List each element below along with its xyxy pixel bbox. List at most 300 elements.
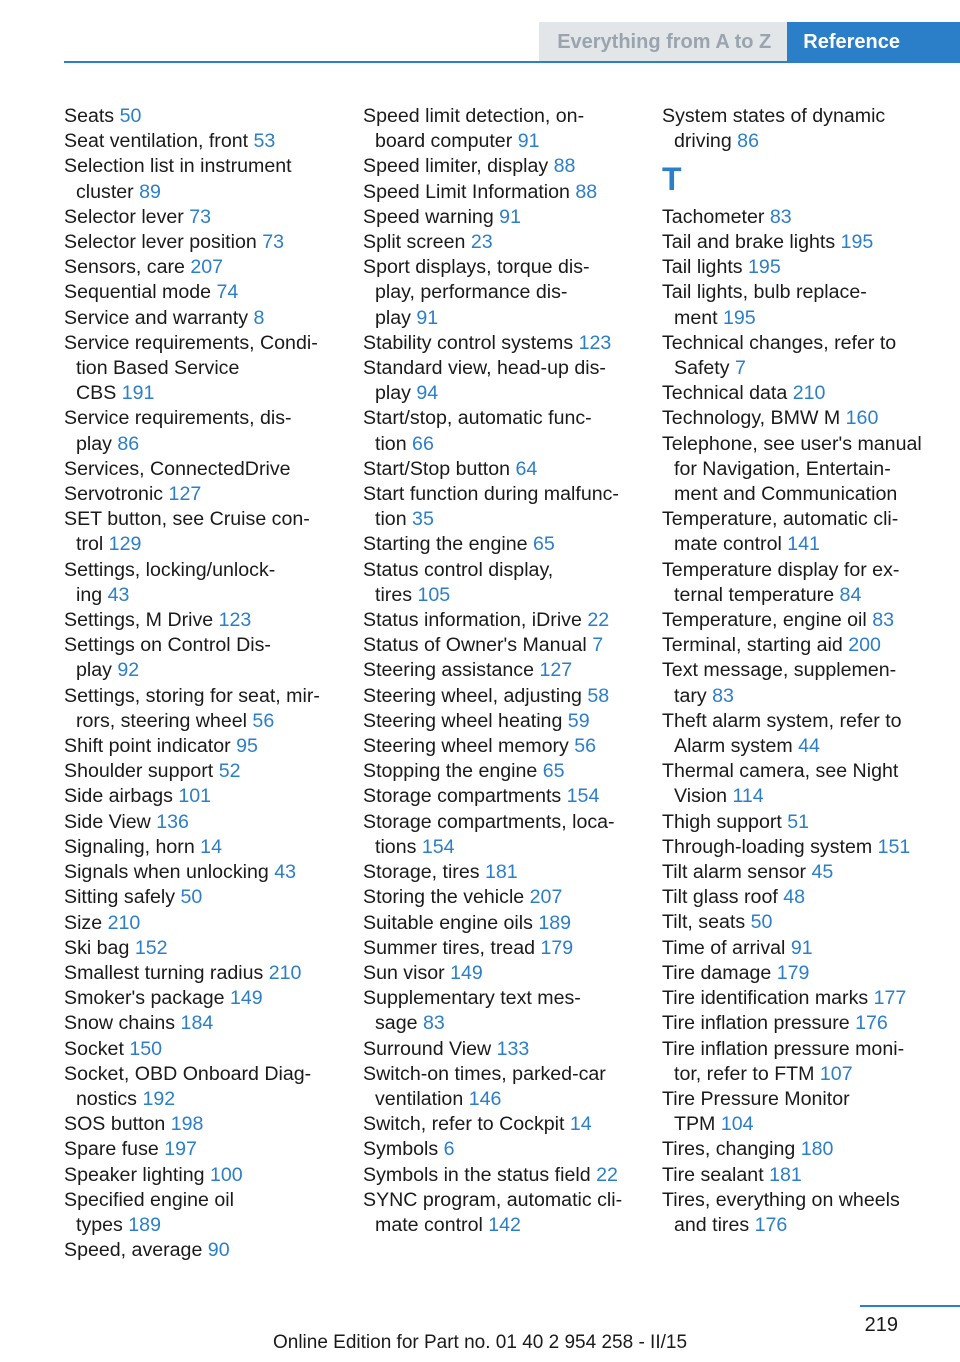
- index-term: Ski bag: [64, 936, 135, 959]
- page-reference-link[interactable]: 7: [592, 634, 604, 657]
- index-entry: [662, 936, 934, 961]
- index-term: Specified engine oil types: [64, 1188, 234, 1236]
- page-reference-link[interactable]: 23: [470, 231, 493, 254]
- page-reference-link[interactable]: 56: [252, 709, 275, 732]
- page-reference-link[interactable]: 95: [236, 735, 258, 758]
- page-reference-link[interactable]: 73: [189, 205, 212, 228]
- index-entry: [64, 1163, 336, 1188]
- footer-rule: [860, 1305, 960, 1307]
- index-term: Text message, supplemen- tary: [662, 659, 897, 707]
- page-reference-link[interactable]: 179: [776, 961, 810, 984]
- index-entry: [363, 482, 635, 532]
- index-term: Standard view, head-up dis- play: [363, 357, 606, 405]
- index-entry: [662, 759, 934, 809]
- index-term: Sport displays, torque dis- play, performance dis- play: [363, 256, 590, 329]
- index-entry: [363, 759, 635, 784]
- index-term: Speed limiter, display: [363, 155, 554, 178]
- index-entry: [64, 633, 336, 683]
- index-term: Suitable engine oils: [363, 911, 539, 934]
- page-reference-link[interactable]: 192: [142, 1087, 176, 1110]
- page-reference-link[interactable]: 83: [769, 205, 792, 228]
- page-reference-link[interactable]: 90: [207, 1239, 230, 1262]
- page-reference-link[interactable]: 45: [811, 861, 834, 884]
- index-entry: [64, 129, 336, 154]
- page-reference-link[interactable]: 8: [253, 306, 265, 329]
- index-term: Status of Owner's Manual: [363, 634, 593, 657]
- index-term: Service requirements, Condi- tion Based Service CBS: [64, 331, 318, 405]
- index-entry: [363, 860, 635, 885]
- index-term: Theft alarm system, refer to Alarm system: [662, 709, 902, 758]
- page-reference-link[interactable]: 207: [529, 886, 563, 909]
- index-entry: [363, 1037, 635, 1062]
- index-term: Service requirements, dis- play: [64, 407, 292, 455]
- page-reference-link[interactable]: 101: [178, 785, 212, 808]
- page-reference-link[interactable]: 44: [798, 735, 820, 758]
- index-entry: [363, 784, 635, 809]
- index-term: Storage, tires: [363, 861, 485, 884]
- page-reference-link[interactable]: 198: [170, 1113, 204, 1136]
- index-term: Steering wheel memory: [363, 735, 575, 758]
- page-reference-link[interactable]: 160: [845, 407, 879, 430]
- index-entry: [662, 507, 934, 557]
- index-term: Surround View: [363, 1037, 497, 1060]
- index-term: Socket: [64, 1037, 130, 1060]
- page-reference-link[interactable]: 91: [416, 306, 439, 329]
- page-reference-link[interactable]: 176: [855, 1012, 888, 1035]
- index-entry: [662, 255, 934, 280]
- page-reference-link[interactable]: 195: [840, 231, 874, 253]
- index-term: Side airbags: [64, 785, 179, 808]
- index-entry: [363, 608, 635, 633]
- index-entry: [64, 1238, 336, 1263]
- index-term: Telephone, see user's manual for Navigation, Entertain- ment and Communication: [662, 432, 922, 506]
- page-reference-link[interactable]: 136: [156, 810, 189, 833]
- page-reference-link[interactable]: 114: [732, 785, 764, 808]
- index-entry: [662, 381, 934, 406]
- index-term: Technology, BMW M: [662, 407, 846, 430]
- page-reference-link[interactable]: 74: [216, 281, 239, 304]
- page-reference-link[interactable]: 94: [416, 382, 439, 405]
- page-reference-link[interactable]: 207: [190, 256, 224, 279]
- page-reference-link[interactable]: 84: [839, 583, 862, 606]
- index-term: Symbols: [363, 1138, 444, 1161]
- index-term: Tilt glass roof: [662, 886, 784, 909]
- index-term: Side View: [64, 810, 157, 833]
- index-term: Smallest turning radius: [64, 961, 269, 984]
- index-entry: [363, 532, 635, 557]
- page-reference-link[interactable]: 150: [129, 1037, 163, 1060]
- index-entry: [64, 558, 336, 608]
- page-reference-link[interactable]: 129: [108, 533, 142, 556]
- index-entry: [64, 507, 336, 557]
- page-reference-link[interactable]: 50: [119, 105, 142, 127]
- index-term: Start/stop, automatic func- tion: [363, 407, 592, 455]
- page-reference-link[interactable]: 176: [754, 1213, 788, 1236]
- index-term: Thermal camera, see Night Vision: [662, 760, 899, 808]
- page-reference-link[interactable]: 65: [542, 760, 565, 783]
- page-reference-link[interactable]: 50: [750, 911, 773, 934]
- page-reference-link[interactable]: 210: [268, 961, 302, 984]
- index-entry: [363, 406, 635, 456]
- page-reference-link[interactable]: 210: [792, 382, 826, 405]
- index-term: Shift point indicator: [64, 735, 237, 758]
- index-entry: [64, 406, 336, 456]
- index-entry: [64, 1137, 336, 1162]
- index-term: Tire damage: [662, 961, 777, 984]
- index-entry: [662, 608, 934, 633]
- index-term: Sitting safely: [64, 886, 181, 909]
- index-term: Seats: [64, 105, 120, 127]
- index-term: Settings on Control Dis- play: [64, 634, 271, 682]
- page-reference-link[interactable]: 123: [578, 331, 612, 354]
- index-term: SOS button: [64, 1113, 171, 1136]
- index-term: Tire Pressure Monitor TPM: [662, 1087, 850, 1136]
- index-entry: [363, 356, 635, 406]
- index-term: Tires, changing: [662, 1138, 801, 1161]
- page-reference-link[interactable]: 184: [180, 1012, 214, 1035]
- index-entry: [363, 154, 635, 179]
- index-entry: [662, 885, 934, 910]
- index-letter-heading: T: [662, 161, 682, 198]
- index-term: Size: [64, 911, 108, 934]
- index-term: Service and warranty: [64, 306, 254, 329]
- index-term: Settings, storing for seat, mir- rors, steering wheel: [64, 684, 320, 732]
- index-term: Starting the engine: [363, 533, 533, 556]
- page-reference-link[interactable]: 149: [230, 987, 263, 1010]
- index-entry: [662, 280, 934, 330]
- index-term: Technical changes, refer to Safety: [662, 331, 897, 380]
- index-term: Terminal, starting aid: [662, 634, 849, 657]
- page-header: [0, 0, 960, 62]
- index-entry: [363, 1112, 635, 1137]
- index-entry: [363, 911, 635, 936]
- index-entry: [363, 230, 635, 255]
- index-entry: [662, 658, 934, 708]
- index-term: Settings, M Drive: [64, 609, 219, 632]
- index-term: Storage compartments, loca- tions: [363, 810, 615, 858]
- page-reference-link[interactable]: 146: [468, 1087, 502, 1110]
- page-reference-link[interactable]: 149: [450, 961, 483, 984]
- index-entry: [363, 1137, 635, 1162]
- page-reference-link[interactable]: 154: [421, 835, 455, 858]
- page-reference-link[interactable]: 195: [723, 306, 756, 329]
- page-reference-link[interactable]: 88: [553, 155, 576, 178]
- index-term: Tire inflation pressure: [662, 1012, 856, 1035]
- index-entry: [662, 205, 934, 230]
- index-entry: [64, 482, 336, 507]
- page-reference-link[interactable]: 43: [274, 861, 297, 884]
- index-term: Servotronic: [64, 483, 169, 506]
- index-term: Steering wheel heating: [363, 709, 568, 732]
- index-entry: [662, 810, 934, 835]
- index-entry: [662, 961, 934, 986]
- page-reference-link[interactable]: 50: [180, 886, 203, 909]
- index-entry: [64, 684, 336, 734]
- page-reference-link[interactable]: 22: [596, 1163, 618, 1186]
- index-term: Speaker lighting: [64, 1163, 210, 1186]
- page-reference-link[interactable]: 56: [574, 735, 597, 758]
- index-term: Start/Stop button: [363, 457, 516, 480]
- index-term: Supplementary text mes- sage: [363, 987, 581, 1035]
- index-entry: [363, 658, 635, 683]
- page-reference-link[interactable]: 123: [218, 609, 252, 632]
- index-entry: [64, 306, 336, 331]
- index-entry: [363, 961, 635, 986]
- index-entry: [363, 255, 635, 331]
- index-entry: [662, 331, 934, 381]
- page-reference-link[interactable]: 89: [139, 180, 161, 203]
- index-term: Storing the vehicle: [363, 886, 530, 909]
- index-term: Sensors, care: [64, 256, 191, 279]
- index-entry: [363, 709, 635, 734]
- page-reference-link[interactable]: 181: [484, 861, 518, 884]
- index-column-1: [64, 104, 336, 1263]
- page-number: 219: [864, 1314, 898, 1336]
- page-reference-link[interactable]: 91: [790, 936, 813, 959]
- index-entry: [363, 457, 635, 482]
- index-term: Thigh support: [662, 810, 788, 833]
- index-term: Seat ventilation, front: [64, 130, 254, 153]
- header-rule: [64, 61, 960, 63]
- index-term: Storage compartments: [363, 785, 567, 808]
- page-reference-link[interactable]: 179: [540, 936, 574, 959]
- index-term: Settings, locking/unlock- ing: [64, 558, 276, 606]
- index-entry: [662, 1188, 934, 1238]
- index-entry: [662, 1011, 934, 1036]
- index-term: Services, ConnectedDrive: [64, 457, 291, 480]
- page-reference-link[interactable]: 189: [538, 911, 572, 934]
- page-reference-link[interactable]: 142: [488, 1213, 521, 1236]
- page-reference-link[interactable]: 59: [567, 709, 590, 732]
- index-entry: [363, 1163, 635, 1188]
- index-entry: [662, 1137, 934, 1162]
- page-reference-link[interactable]: 104: [720, 1113, 754, 1136]
- index-entry: [64, 104, 336, 129]
- chapter-tab: Reference: [787, 22, 960, 62]
- page-reference-link[interactable]: 107: [819, 1062, 853, 1085]
- page-reference-link[interactable]: 7: [735, 357, 746, 380]
- page-reference-link[interactable]: 86: [117, 432, 140, 455]
- index-term: Through-loading system: [662, 835, 878, 858]
- index-entry: [64, 911, 336, 936]
- index-entry: [64, 154, 336, 204]
- index-entry: [64, 255, 336, 280]
- index-entry: [662, 709, 934, 759]
- page-reference-link[interactable]: 65: [532, 533, 555, 556]
- index-entry: [363, 885, 635, 910]
- index-term: Technical data: [662, 382, 793, 405]
- index-term: Shoulder support: [64, 760, 219, 783]
- page-reference-link[interactable]: 105: [417, 583, 451, 606]
- index-term: Time of arrival: [662, 936, 791, 959]
- page-reference-link[interactable]: 154: [566, 785, 600, 808]
- index-term: Tire sealant: [662, 1163, 770, 1186]
- index-term: Speed warning: [363, 205, 500, 228]
- index-term: Selector lever position: [64, 231, 263, 254]
- index-term: Tail and brake lights: [662, 231, 841, 253]
- index-term: Tire inflation pressure moni- tor, refer to FTM: [662, 1037, 905, 1085]
- page-reference-link[interactable]: 100: [209, 1163, 243, 1186]
- index-term: Status control display, tires: [363, 558, 554, 606]
- index-term: Tilt, seats: [662, 911, 751, 934]
- page-reference-link[interactable]: 189: [128, 1213, 161, 1236]
- index-term: Speed, average: [64, 1239, 208, 1262]
- index-entry: [662, 558, 934, 608]
- page-reference-link[interactable]: 83: [872, 609, 895, 632]
- page-reference-link[interactable]: 180: [800, 1138, 834, 1161]
- index-term: SET button, see Cruise con- trol: [64, 508, 310, 556]
- index-entry: [64, 860, 336, 885]
- page-reference-link[interactable]: 52: [218, 760, 241, 783]
- index-term: SYNC program, automatic cli- mate control: [363, 1188, 623, 1236]
- page-reference-link[interactable]: 191: [121, 382, 155, 405]
- index-term: Speed limit detection, on- board computer: [363, 105, 585, 153]
- page-reference-link[interactable]: 127: [168, 483, 202, 506]
- header-tabs: [539, 22, 960, 62]
- page-reference-link[interactable]: 14: [569, 1113, 592, 1136]
- index-entry: [662, 835, 934, 860]
- page-reference-link[interactable]: 88: [575, 180, 598, 203]
- index-term: Tire identification marks: [662, 987, 874, 1010]
- page-reference-link[interactable]: 91: [517, 130, 540, 153]
- index-entry: [363, 558, 635, 608]
- index-term: Switch, refer to Cockpit: [363, 1113, 570, 1136]
- page-reference-link[interactable]: 92: [117, 659, 140, 682]
- index-entry: [363, 1062, 635, 1112]
- index-entry: [64, 1037, 336, 1062]
- page-reference-link[interactable]: 83: [712, 684, 734, 707]
- page-reference-link[interactable]: 197: [164, 1138, 197, 1161]
- index-entry: [363, 936, 635, 961]
- index-term: Selection list in instrument cluster: [64, 155, 292, 203]
- index-entry: [662, 860, 934, 885]
- page-reference-link[interactable]: 127: [539, 659, 573, 682]
- index-term: Tires, everything on wheels and tires: [662, 1188, 900, 1236]
- index-entry: [363, 1188, 635, 1238]
- page-reference-link[interactable]: 43: [107, 583, 130, 606]
- index-term: Sun visor: [363, 961, 451, 984]
- index-term: Start function during malfunc- tion: [363, 483, 619, 531]
- index-term: System states of dynamic driving: [662, 105, 886, 153]
- index-term: Symbols in the status field: [363, 1163, 597, 1186]
- index-entry: [64, 936, 336, 961]
- index-term: Tilt alarm sensor: [662, 861, 812, 884]
- index-term: Steering wheel, adjusting: [363, 684, 588, 707]
- page-reference-link[interactable]: 152: [134, 936, 168, 959]
- index-entry: [363, 104, 635, 154]
- index-term: Tail lights, bulb replace- ment: [662, 281, 867, 329]
- index-term: Temperature display for ex- ternal temperature: [662, 558, 900, 606]
- index-entry: [64, 1011, 336, 1036]
- section-title: Everything from A to Z: [539, 22, 787, 62]
- index-entry: [64, 608, 336, 633]
- index-term: Socket, OBD Onboard Diag- nostics: [64, 1062, 312, 1110]
- index-entry: [662, 633, 934, 658]
- index-entry: [363, 986, 635, 1036]
- page-reference-link[interactable]: 141: [787, 533, 820, 556]
- index-entry: [64, 986, 336, 1011]
- page-reference-link[interactable]: 58: [587, 684, 610, 707]
- index-entry: [363, 331, 635, 356]
- index-term: Tachometer: [662, 205, 770, 228]
- index-entry: [64, 230, 336, 255]
- page-reference-link[interactable]: 14: [200, 835, 222, 858]
- index-entry: [662, 406, 934, 431]
- index-term: Split screen: [363, 231, 471, 254]
- index-entry: [64, 1188, 336, 1238]
- page-reference-link[interactable]: 73: [262, 231, 285, 254]
- index-term: Temperature, automatic cli- mate control: [662, 508, 899, 556]
- index-entry: [64, 1062, 336, 1112]
- page-reference-link[interactable]: 64: [515, 457, 538, 480]
- page-reference-link[interactable]: 86: [737, 130, 759, 153]
- page-reference-link[interactable]: 83: [422, 1012, 445, 1035]
- index-entry: [662, 910, 934, 935]
- index-entry: [64, 734, 336, 759]
- page-reference-link[interactable]: 151: [877, 835, 911, 858]
- index-entry: [363, 734, 635, 759]
- index-entry: [64, 457, 336, 482]
- page-reference-link[interactable]: 22: [587, 609, 610, 632]
- page-reference-link[interactable]: 6: [443, 1138, 455, 1161]
- page-reference-link[interactable]: 53: [253, 130, 276, 153]
- index-entry: [662, 1087, 934, 1137]
- page-reference-link[interactable]: 195: [748, 256, 781, 279]
- index-entry: [64, 759, 336, 784]
- index-entry: [64, 1112, 336, 1137]
- index-column-3: [662, 104, 934, 1238]
- index-entry: [662, 104, 934, 154]
- edition-note: Online Edition for Part no. 01 40 2 954 258 - II/15: [272, 1332, 688, 1353]
- index-column-2: [363, 104, 635, 1238]
- index-entry: [64, 961, 336, 986]
- page-reference-link[interactable]: 35: [412, 508, 434, 531]
- index-entry: [64, 810, 336, 835]
- index-term: Temperature, engine oil: [662, 609, 873, 632]
- page-reference-link[interactable]: 200: [848, 634, 881, 657]
- index-term: Stability control systems: [363, 331, 579, 354]
- index-term: Tail lights: [662, 256, 749, 279]
- index-term: Spare fuse: [64, 1138, 165, 1161]
- page-reference-link[interactable]: 133: [496, 1037, 530, 1060]
- index-entry: [363, 684, 635, 709]
- page-reference-link[interactable]: 181: [769, 1163, 802, 1186]
- page-reference-link[interactable]: 91: [499, 205, 521, 228]
- index-entry: [363, 810, 635, 860]
- index-term: Steering assistance: [363, 659, 540, 682]
- index-entry: [363, 205, 635, 230]
- index-entry: [64, 280, 336, 305]
- index-term: Stopping the engine: [363, 760, 543, 783]
- index-term: Switch-on times, parked-car ventilation: [363, 1062, 606, 1110]
- page-reference-link[interactable]: 210: [107, 911, 141, 934]
- index-entry: [662, 432, 934, 508]
- index-term: Status information, iDrive: [363, 609, 588, 632]
- index-entry: [64, 835, 336, 860]
- index-entry: [64, 784, 336, 809]
- index-entry: [363, 633, 635, 658]
- index-entry: [662, 1163, 934, 1188]
- page-reference-link[interactable]: 48: [783, 886, 806, 909]
- page-reference-link[interactable]: 177: [873, 987, 907, 1010]
- page-reference-link[interactable]: 66: [412, 432, 434, 455]
- page-reference-link[interactable]: 51: [787, 810, 810, 833]
- index-entry: [64, 205, 336, 230]
- index-term: Snow chains: [64, 1012, 181, 1035]
- index-entry: [662, 1037, 934, 1087]
- index-term: Selector lever: [64, 205, 190, 228]
- index-term: Signals when unlocking: [64, 861, 275, 884]
